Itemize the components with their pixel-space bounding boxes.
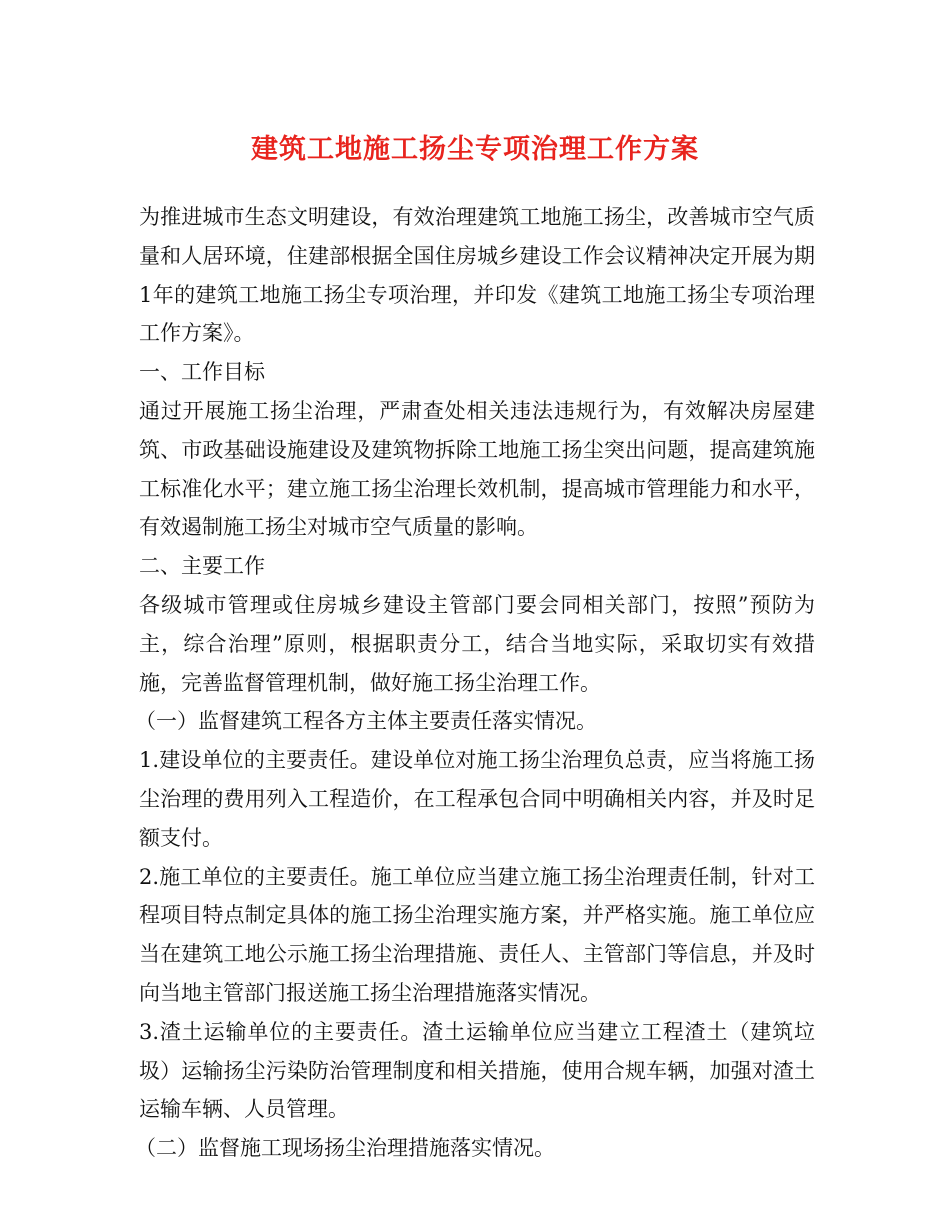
intro-paragraph: 为推进城市生态文明建设，有效治理建筑工地施工扬尘，改善城市空气质量和人居环境，住建部根据全国住房城乡建设工作会议精神决定开展为期1年的建筑工地施工扬尘专项治理，并印发《建筑工地施工扬尘专项治理工作方案》。: [139, 205, 815, 346]
item-builder-unit: 2.施工单位的主要责任。施工单位应当建立施工扬尘治理责任制，针对工程项目特点制定具体的施工扬尘治理实施方案，并严格实施。施工单位应当在建筑工地公示施工扬尘治理措施、责任人、主管部门等信息，并及时向当地主管部门报送施工扬尘治理措施落实情况。: [139, 864, 815, 1005]
goals-paragraph: 通过开展施工扬尘治理，严肃查处相关违法违规行为，有效解决房屋建筑、市政基础设施建设及建筑物拆除工地施工扬尘突出问题，提高建筑施工标准化水平；建立施工扬尘治理长效机制，提高城市管理能力和水平，有效遏制施工扬尘对城市空气质量的影响。: [139, 398, 815, 540]
section-heading-goals: 一、工作目标: [139, 360, 265, 385]
document-body: [135, 198, 815, 1168]
main-work-paragraph: 各级城市管理或住房城乡建设主管部门要会同相关部门，按照”预防为主，综合治理”原则，根据职责分工，结合当地实际，采取切实有效措施，完善监督管理机制，做好施工扬尘治理工作。: [139, 592, 815, 695]
item-transport-unit: 3.渣土运输单位的主要责任。渣土运输单位应当建立工程渣土（建筑垃圾）运输扬尘污染防治管理制度和相关措施，使用合规车辆，加强对渣土运输车辆、人员管理。: [139, 1019, 815, 1122]
section-heading-main-work: 二、主要工作: [139, 554, 265, 579]
subsection-heading-2: （二）监督施工现场扬尘治理措施落实情况。: [135, 1136, 555, 1161]
subsection-heading-1: （一）监督建筑工程各方主体主要责任落实情况。: [135, 709, 597, 734]
document-title: 建筑工地施工扬尘专项治理工作方案: [251, 134, 699, 165]
item-construction-unit: 1.建设单位的主要责任。建设单位对施工扬尘治理负总责，应当将施工扬尘治理的费用列入工程造价，在工程承包合同中明确相关内容，并及时足额支付。: [139, 748, 815, 850]
